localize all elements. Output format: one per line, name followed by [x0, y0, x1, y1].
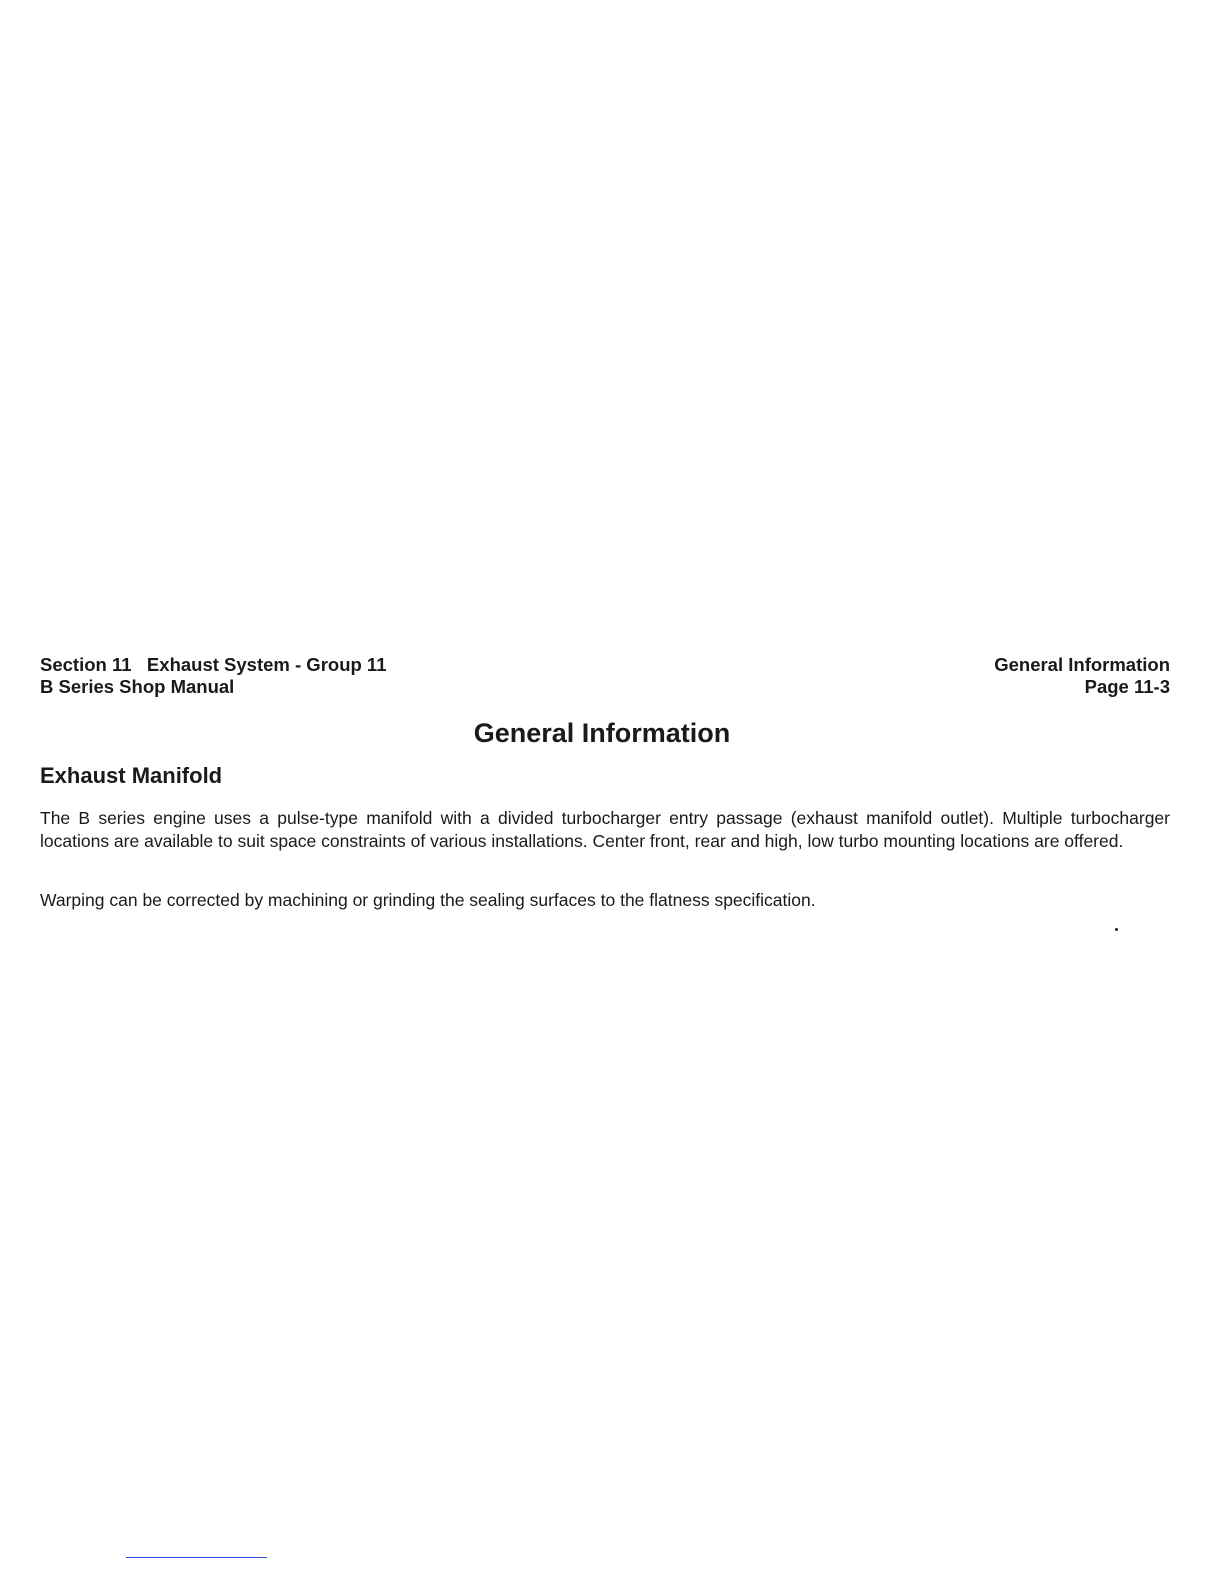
- body-paragraph: Warping can be corrected by machining or grinding the sealing surfaces to the flatness specification.: [40, 890, 816, 910]
- footer-rule: [126, 1557, 267, 1558]
- manual-name: B Series Shop Manual: [40, 676, 235, 697]
- page-number: Page 11-3: [1084, 676, 1170, 697]
- body-paragraph: The B series engine uses a pulse-type manifold with a divided turbocharger entry passage (exhaust manifold outlet). Multiple turbocharger locations are available to suit space constraints of various installations. Center front, rear and high, low turbo mounting locations are offered.: [40, 808, 1170, 851]
- header-topic: General Information: [994, 654, 1170, 675]
- section-heading: Exhaust Manifold: [40, 763, 223, 788]
- stray-mark: [1115, 928, 1118, 931]
- page-title: General Information: [473, 718, 731, 748]
- header-right: [994, 654, 1170, 698]
- header-left: [40, 654, 387, 698]
- section-label: Section 11 Exhaust System - Group 11: [40, 654, 387, 675]
